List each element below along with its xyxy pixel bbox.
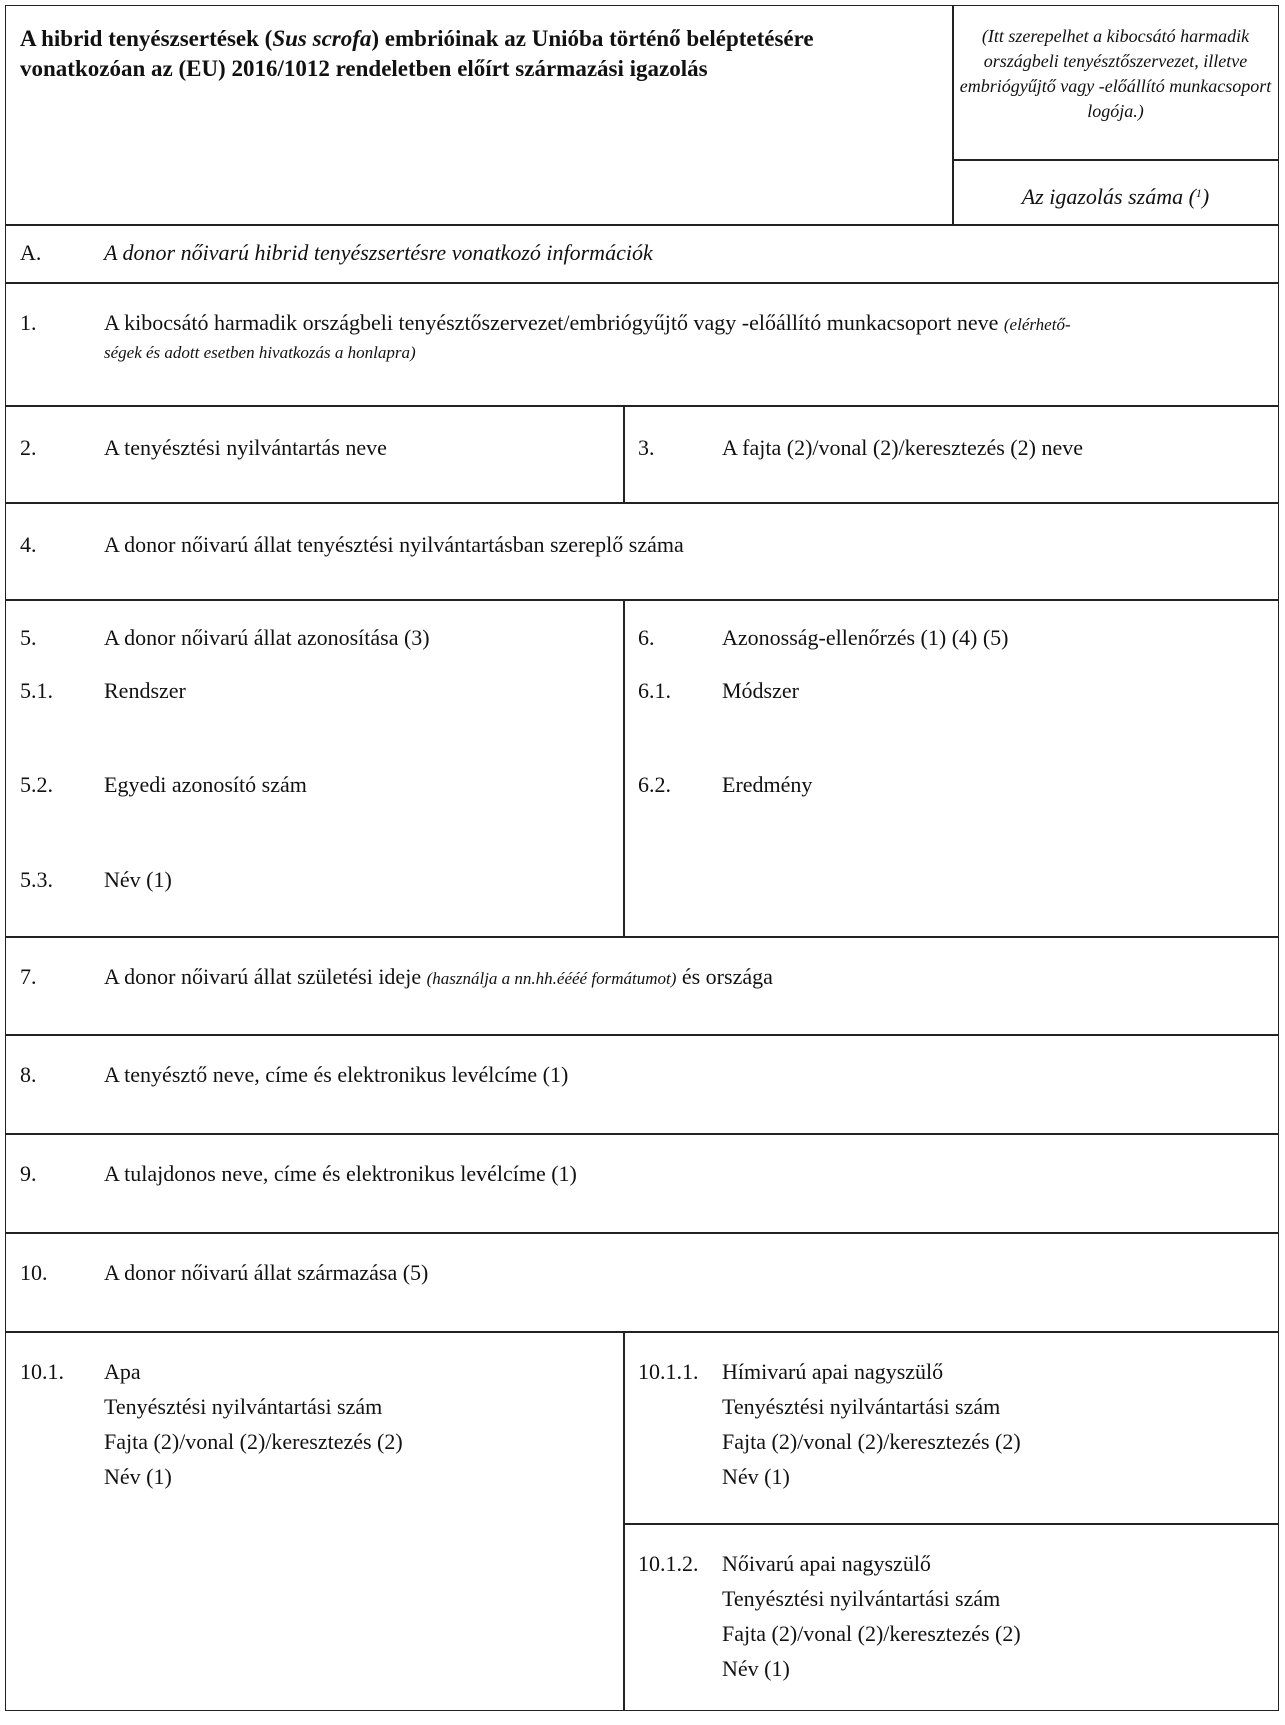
- field-label: és országa: [681, 964, 773, 989]
- field-label: A donor nőivarú állat tenyésztési nyilvántartásban szereplő száma: [104, 532, 684, 557]
- field-note: ségek és adott esetben hivatkozás a honlapra): [104, 343, 416, 362]
- subfield-label: Módszer: [722, 678, 799, 703]
- field-number: 9.: [20, 1161, 37, 1186]
- title-text: A hibrid tenyészsertések (: [20, 26, 273, 51]
- field-label: A tulajdonos neve, címe és elektronikus levélcíme (1): [104, 1161, 577, 1186]
- field-9[interactable]: [5, 1133, 1279, 1234]
- field-note: (elérhető-: [1003, 315, 1071, 334]
- field-number: 10.1.1.: [638, 1359, 699, 1384]
- subfield-number: 5.3.: [20, 867, 53, 892]
- footnote-ref: 1: [1195, 186, 1202, 200]
- field-note: (használja a nn.hh.éééé formátumot): [426, 969, 677, 988]
- section-number: A.: [20, 240, 42, 265]
- subfield-number: 6.2.: [638, 772, 671, 797]
- field-label: Apa: [104, 1359, 141, 1384]
- field-number: 4.: [20, 532, 37, 557]
- field-label: Fajta (2)/vonal (2)/keresztezés (2): [104, 1429, 403, 1454]
- field-10-1-1-paternal-grandsire[interactable]: [623, 1331, 1279, 1525]
- field-label: A donor nőivarú állat származása (5): [104, 1260, 429, 1285]
- subfield-label: Név (1): [104, 867, 172, 892]
- field-number: 5.: [20, 625, 37, 650]
- subfield-label: Egyedi azonosító szám: [104, 772, 307, 797]
- field-label: Tenyésztési nyilvántartási szám: [104, 1394, 383, 1419]
- field-2[interactable]: [5, 405, 625, 504]
- subfield-label: Eredmény: [722, 772, 813, 797]
- field-label: A kibocsátó harmadik országbeli tenyésztőszervezet/embriógyűjtő vagy -előállító munkacsoport neve: [104, 310, 999, 335]
- field-4[interactable]: [5, 502, 1279, 601]
- title-text: ) embrióinak az Unióba történő beléptetésére: [371, 26, 814, 51]
- field-6[interactable]: [623, 599, 1279, 938]
- field-number: 10.: [20, 1260, 48, 1285]
- title-italic: Sus scrofa: [272, 26, 372, 51]
- field-label: A tenyésztő neve, címe és elektronikus levélcíme (1): [104, 1062, 569, 1087]
- field-number: 7.: [20, 964, 37, 989]
- cert-number-text: Az igazolás száma (: [1021, 184, 1196, 209]
- page-title: [20, 24, 814, 84]
- title-text: vonatkozóan az (EU) 2016/1012 rendeletben előírt származási igazolás: [20, 56, 708, 81]
- section-a: [5, 224, 1279, 284]
- field-label: A donor nőivarú állat azonosítása (3): [104, 625, 430, 650]
- field-label: Név (1): [722, 1464, 790, 1489]
- field-label: Hímivarú apai nagyszülő: [722, 1359, 944, 1384]
- subfield-number: 5.1.: [20, 678, 53, 703]
- field-3[interactable]: [623, 405, 1279, 504]
- field-number: 1.: [20, 310, 37, 335]
- field-5[interactable]: [5, 599, 625, 938]
- field-number: 3.: [638, 435, 655, 460]
- field-label: Tenyésztési nyilvántartási szám: [722, 1586, 1001, 1611]
- field-label: Név (1): [104, 1464, 172, 1489]
- field-label: A tenyésztési nyilvántartás neve: [104, 435, 387, 460]
- header-title-cell: [5, 5, 954, 226]
- field-10-1-2-paternal-granddam[interactable]: [623, 1523, 1279, 1711]
- field-number: 10.1.: [20, 1359, 64, 1384]
- subfield-number: 5.2.: [20, 772, 53, 797]
- field-label: A fajta (2)/vonal (2)/keresztezés (2) neve: [722, 435, 1083, 460]
- field-label: Tenyésztési nyilvántartási szám: [722, 1394, 1001, 1419]
- field-label: A donor nőivarú állat születési ideje: [104, 964, 422, 989]
- field-7[interactable]: [5, 936, 1279, 1036]
- field-label: Nőivarú apai nagyszülő: [722, 1551, 931, 1576]
- cert-number-cell[interactable]: [952, 159, 1279, 226]
- logo-note: (Itt szerepelhet a kibocsátó harmadik országbeli tenyésztőszervezet, illetve embriógyűjtő vagy -előállító munkacsoport logója.): [959, 26, 1272, 121]
- field-label: Fajta (2)/vonal (2)/keresztezés (2): [722, 1621, 1021, 1646]
- logo-cell: [952, 5, 1279, 161]
- field-number: 8.: [20, 1062, 37, 1087]
- subfield-label: Rendszer: [104, 678, 186, 703]
- section-label: A donor nőivarú hibrid tenyészsertésre vonatkozó információk: [104, 240, 653, 265]
- field-10[interactable]: [5, 1232, 1279, 1333]
- field-number: 6.: [638, 625, 655, 650]
- field-1[interactable]: [5, 282, 1279, 407]
- field-number: 2.: [20, 435, 37, 460]
- field-8[interactable]: [5, 1034, 1279, 1135]
- field-number: 10.1.2.: [638, 1551, 699, 1576]
- field-label: Azonosság-ellenőrzés (1) (4) (5): [722, 625, 1009, 650]
- field-10-1-sire[interactable]: [5, 1331, 625, 1711]
- field-label: Név (1): [722, 1656, 790, 1681]
- subfield-number: 6.1.: [638, 678, 671, 703]
- field-label: Fajta (2)/vonal (2)/keresztezés (2): [722, 1429, 1021, 1454]
- cert-number-label: Az igazolás száma ($^1$): [1021, 184, 1210, 209]
